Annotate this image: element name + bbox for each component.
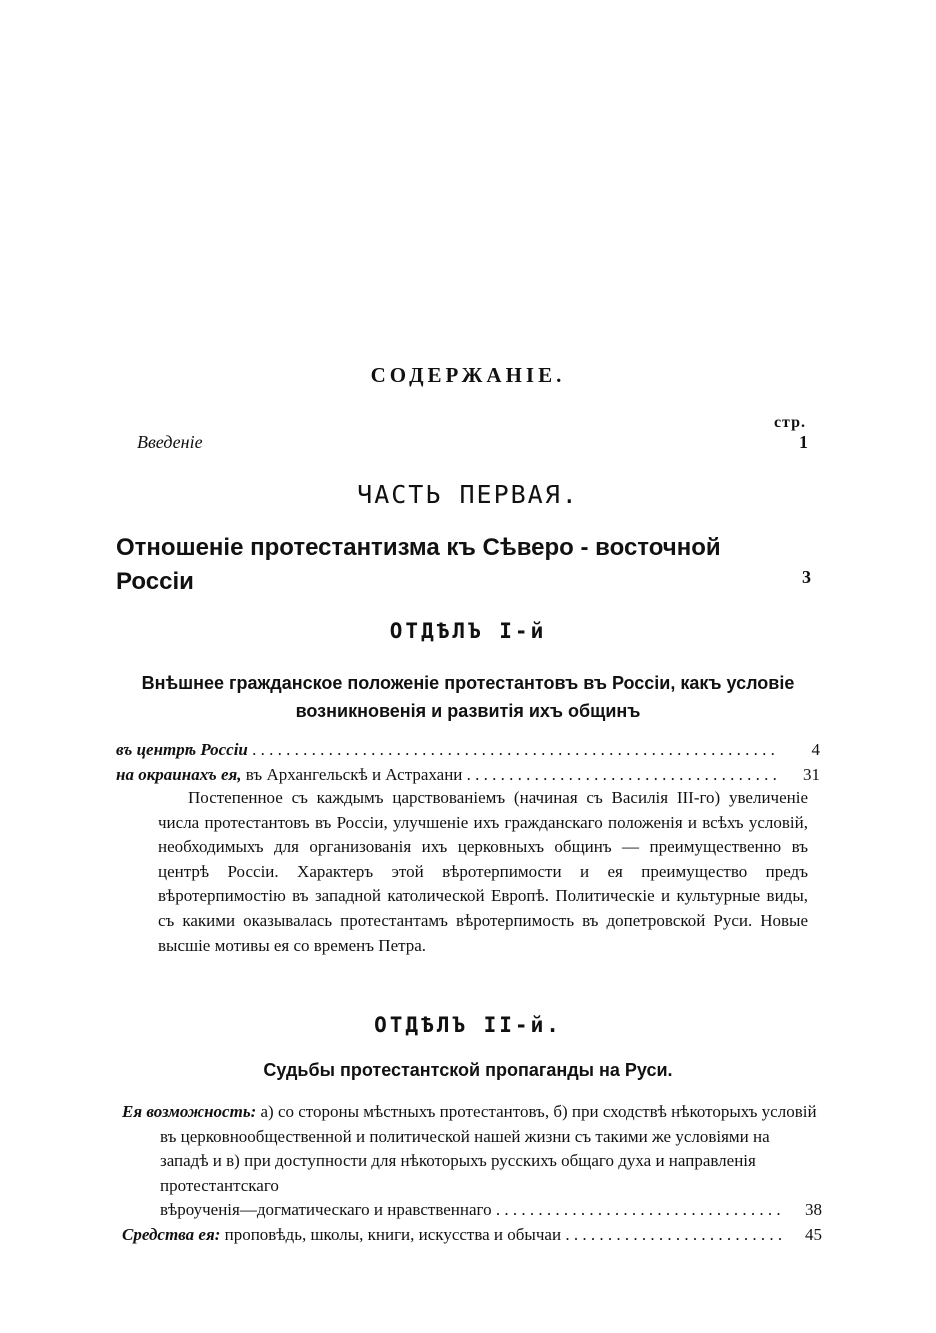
section-two-title: ОТДѢЛЪ II-й. xyxy=(374,1013,562,1037)
toc-entry-means-text: проповѣдь, школы, книги, искусства и обычаи xyxy=(220,1224,562,1244)
section-one-heading: Внѣшнее гражданское положеніе протестантовъ въ Россіи, какъ условіе возникновенія и развитія ихъ общинъ xyxy=(141,673,795,721)
toc-entry-outskirts-text: въ Архангельскѣ и Астрахани xyxy=(241,765,463,784)
part-one-heading-line1: Отношеніе протестантизма къ Сѣверо - восточной xyxy=(116,534,721,561)
section-one-title: ОТДѢЛЪ I-й xyxy=(389,619,547,643)
toc-entry-center-label: въ центрѣ Россіи xyxy=(116,740,248,759)
toc-entry-possibility-text: а) со стороны мѣстныхъ протестантовъ, б) при сходствѣ нѣкоторыхъ условій въ церковнообщественной и политической нашей жизни съ такими же условіями на западѣ и в) при доступности для нѣкоторыхъ русскихъ общаго духа и направленія протестантскаго xyxy=(160,1102,817,1195)
toc-entry-possibility-last xyxy=(122,1198,822,1223)
section-one-summary: Постепенное съ каждымъ царствованіемъ (начиная съ Василія III-го) увеличеніе числа протестантовъ въ Россіи, улучшеніе ихъ гражданскаго положенія и всѣхъ условій, необходимыхъ для организованія ихъ церковныхъ общинъ — преимущественно въ центрѣ Россіи. Характеръ этой вѣротерпимости и ея преимущество предъ вѣротерпимостію въ западной католической Европѣ. Политическіе и культурные виды, съ какими оказывалась протестантамъ вѣротерпимость въ допетровской Руси. Новые высшіе мотивы ея со временъ Петра. xyxy=(158,788,808,955)
part-one-page-number: 3 xyxy=(802,567,811,587)
part-one-heading-line2: Россіи xyxy=(116,568,194,595)
toc-entry-means-label: Средства ея: xyxy=(122,1224,221,1244)
toc-entry-means-page: 45 xyxy=(805,1224,822,1244)
toc-entry-possibility-label: Ея возможность: xyxy=(122,1102,257,1121)
toc-entry-outskirts-page: 31 xyxy=(803,765,820,784)
toc-entry-possibility xyxy=(122,1100,822,1198)
introduction-label: Введеніе xyxy=(137,432,203,452)
toc-entry-center xyxy=(116,737,820,762)
page-column-label: стр. xyxy=(773,414,806,431)
section-two-entries xyxy=(122,1100,822,1248)
introduction-page-number: 1 xyxy=(799,432,808,452)
toc-entry-means xyxy=(122,1223,822,1248)
section-two-heading: Судьбы протестантской пропаганды на Руси. xyxy=(263,1060,673,1080)
toc-entry-possibility-last-text: вѣроученія—догматическаго и нравственнаго . . . xyxy=(160,1198,782,1223)
toc-entry-outskirts xyxy=(116,762,820,787)
toc-entry-possibility-page: 38 xyxy=(805,1200,822,1220)
part-one-title: ЧАСТЬ ПЕРВАЯ. xyxy=(357,480,579,509)
part-one-heading xyxy=(116,531,806,599)
toc-entry-center-page: 4 xyxy=(811,740,820,759)
toc-entry-outskirts-label: на окраинахъ ея, xyxy=(116,765,242,784)
contents-title: СОДЕРЖАНІЕ. xyxy=(370,363,566,387)
